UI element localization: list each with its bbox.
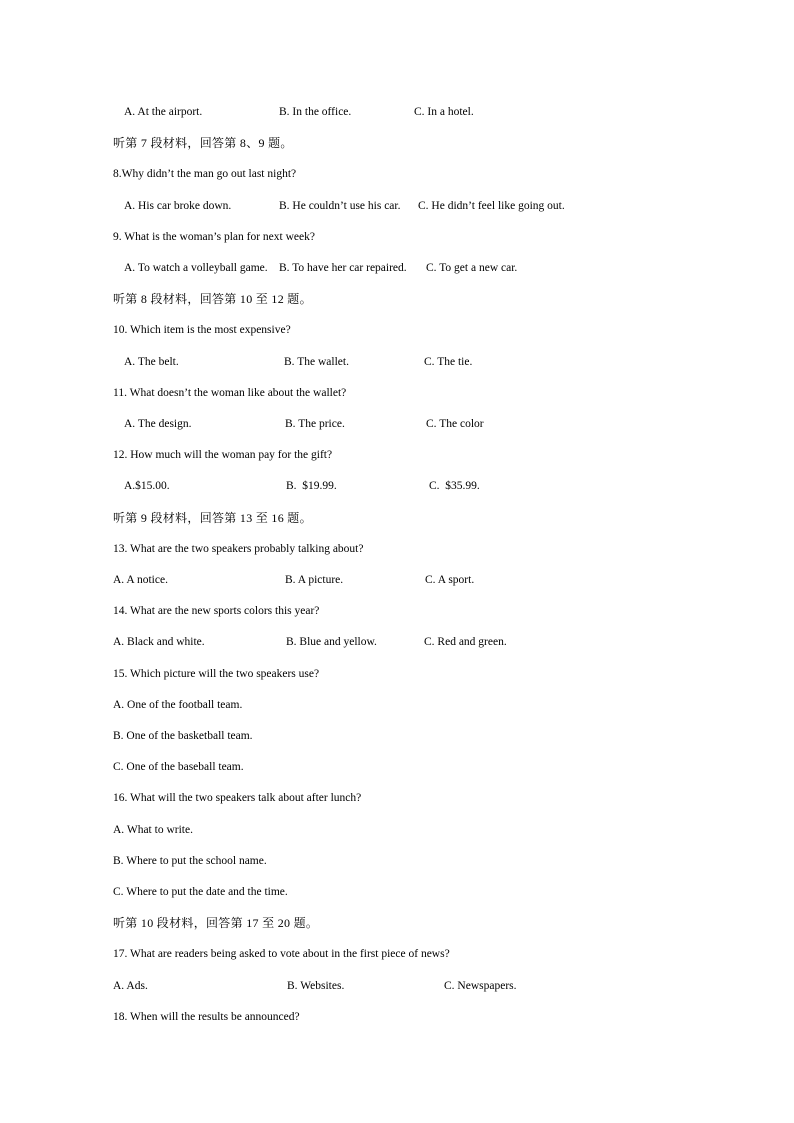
q10-option-a: A. The belt. [124, 356, 179, 368]
q14-question: 14. What are the new sports colors this year? [113, 605, 320, 617]
q13-option-c: C. A sport. [425, 574, 475, 586]
q7-option-a: A. At the airport. [124, 106, 203, 118]
q7-option-b: B. In the office. [279, 106, 352, 118]
section-9-heading: 听第 9 段材料，回答第 13 至 16 题。 [113, 511, 312, 525]
q8-question: 8.Why didn’t the man go out last night? [113, 168, 297, 180]
q12-option-c: C. $35.99. [429, 480, 480, 492]
q17-question: 17. What are readers being asked to vote about in the first piece of news? [113, 948, 450, 960]
section-7-heading: 听第 7 段材料，回答第 8、9 题。 [113, 136, 293, 150]
q13-option-b: B. A picture. [285, 574, 344, 586]
q16-option-b: B. Where to put the school name. [113, 855, 267, 867]
q16-option-c: C. Where to put the date and the time. [113, 886, 288, 898]
q11-option-c: C. The color [426, 418, 484, 430]
q9-option-c: C. To get a new car. [426, 262, 518, 274]
q9-option-a: A. To watch a volleyball game. [124, 262, 268, 274]
q9-option-b: B. To have her car repaired. [279, 262, 407, 274]
q8-option-c: C. He didn’t feel like going out. [418, 200, 565, 212]
q15-option-a: A. One of the football team. [113, 699, 243, 711]
section-10-heading: 听第 10 段材料，回答第 17 至 20 题。 [113, 916, 319, 930]
q17-option-c: C. Newspapers. [444, 980, 517, 992]
q14-option-a: A. Black and white. [113, 636, 205, 648]
q7-option-c: C. In a hotel. [414, 106, 474, 118]
q10-option-c: C. The tie. [424, 356, 473, 368]
q11-option-a: A. The design. [124, 418, 192, 430]
q12-option-b: B. $19.99. [286, 480, 337, 492]
q15-option-b: B. One of the basketball team. [113, 730, 253, 742]
q12-option-a: A.$15.00. [124, 480, 170, 492]
q15-question: 15. Which picture will the two speakers use? [113, 668, 320, 680]
q13-option-a: A. A notice. [113, 574, 168, 586]
q10-option-b: B. The wallet. [284, 356, 349, 368]
q13-question: 13. What are the two speakers probably talking about? [113, 543, 364, 555]
q17-option-a: A. Ads. [113, 980, 148, 992]
q8-option-a: A. His car broke down. [124, 200, 232, 212]
q17-option-b: B. Websites. [287, 980, 345, 992]
q11-question: 11. What doesn’t the woman like about the wallet? [113, 387, 347, 399]
q16-option-a: A. What to write. [113, 824, 193, 836]
q16-question: 16. What will the two speakers talk about after lunch? [113, 792, 362, 804]
q14-option-b: B. Blue and yellow. [286, 636, 377, 648]
q9-question: 9. What is the woman’s plan for next week? [113, 231, 315, 243]
q11-option-b: B. The price. [285, 418, 345, 430]
q15-option-c: C. One of the baseball team. [113, 761, 244, 773]
q14-option-c: C. Red and green. [424, 636, 507, 648]
q18-question: 18. When will the results be announced? [113, 1011, 300, 1023]
q10-question: 10. Which item is the most expensive? [113, 324, 291, 336]
q12-question: 12. How much will the woman pay for the gift? [113, 449, 333, 461]
q8-option-b: B. He couldn’t use his car. [279, 200, 401, 212]
section-8-heading: 听第 8 段材料，回答第 10 至 12 题。 [113, 292, 312, 306]
